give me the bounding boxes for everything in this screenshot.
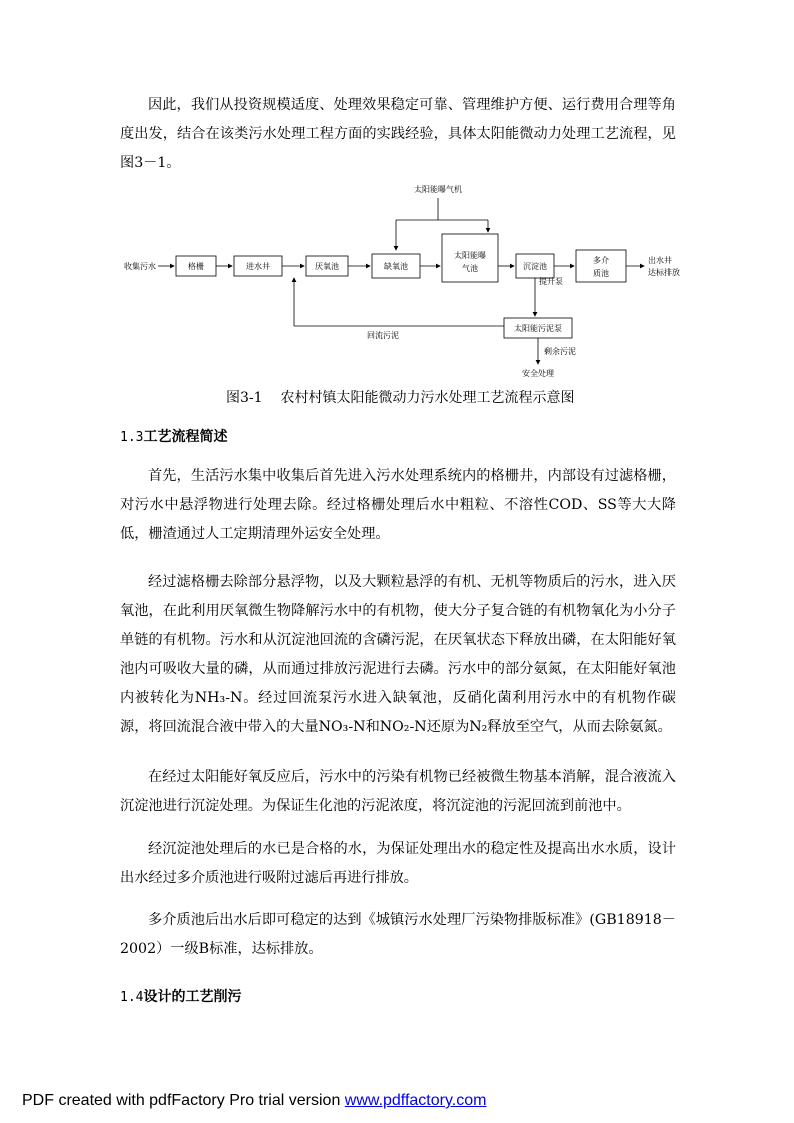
aerator-label: 太阳能曝气机 — [414, 185, 462, 194]
anaerobic-label: 厌氧池 — [315, 262, 339, 271]
aerobic-label-line1: 太阳能曝 — [454, 251, 486, 260]
pdffactory-link[interactable]: www.pdffactory.com — [344, 1092, 487, 1109]
figure-caption-text: 农村村镇太阳能微动力污水处理工艺流程示意图 — [280, 390, 575, 406]
section-heading-1-4 — [120, 986, 241, 1006]
output-label-line2: 达标排放 — [648, 268, 680, 277]
return-sludge-label: 回流污泥 — [367, 331, 399, 340]
section-number: 1.4 — [120, 990, 144, 1005]
section-heading-1-3 — [120, 426, 227, 446]
paragraph-media-filter: 经沉淀池处理后的水已是合格的水，为保证处理出水的稳定性及提高出水水质，设计出水经过多介质池进行吸附过滤后再进行排放。 — [120, 841, 676, 886]
paragraph-standard: 多介质池后出水后即可稳定的达到《城镇污水处理厂污染物排版标准》(GB18918－2002）一级B标准，达标排放。 — [120, 912, 676, 957]
sedimentation-label: 沉淀池 — [523, 262, 547, 271]
footer-text: PDF created with pdfFactory Pro trial version — [22, 1092, 345, 1109]
paragraph-sedimentation: 在经过太阳能好氧反应后，污水中的污染有机物已经被微生物基本消解，混合液流入沉淀池进行沉淀处理。为保证生化池的污泥浓度，将沉淀池的污泥回流到前池中。 — [120, 769, 676, 814]
figure-caption — [226, 387, 575, 407]
safe-disposal-label: 安全处理 — [522, 369, 554, 378]
excess-sludge-label: 剩余污泥 — [544, 347, 576, 356]
aerobic-label-line2: 气池 — [462, 264, 478, 273]
pdf-footer — [22, 1092, 486, 1110]
media-label-line2: 质池 — [593, 269, 609, 278]
paragraph-anaerobic: 经过滤格栅去除部分悬浮物，以及大颗粒悬浮的有机、无机等物质后的污水，进入厌氧池，在此利用厌氧微生物降解污水中的有机物，使大分子复合链的有机物氧化为小分子单链的有机物。污水和从沉淀池回流的含磷污泥，在厌氧状态下释放出磷，在太阳能好氧池内可吸收大量的磷，从而通过排放污泥进行去磷。污水中的部分氨氮，在太阳能好氧池内被转化为NH₃-N。经过回流泵污水进入缺氧池，反硝化菌利用污水中的有机物作碳源，将回流混合液中带入的大量NO₃-N和NO₂-N还原为N₂释放至空气，从而去除氨氮。 — [120, 574, 676, 735]
inlet-well-label: 进水井 — [246, 262, 270, 271]
section-title: 工艺流程简述 — [143, 429, 228, 445]
anoxic-label: 缺氧池 — [384, 262, 408, 271]
grid-label: 格栅 — [188, 262, 204, 271]
output-label-line1: 出水井 — [648, 256, 672, 265]
paragraph-screening: 首先，生活污水集中收集后首先进入污水处理系统内的格栅井，内部设有过滤格栅，对污水中悬浮物进行处理去除。经过格栅处理后水中粗粒、不溶性COD、SS等大大降低，栅渣通过人工定期清理外运安全处理。 — [120, 468, 676, 542]
process-flow-diagram — [118, 180, 688, 380]
sludge-pump-label: 太阳能污泥泵 — [514, 324, 562, 333]
input-label: 收集污水 — [124, 262, 156, 271]
intro-paragraph: 因此，我们从投资规模适度、处理效果稳定可靠、管理维护方便、运行费用合理等角度出发，结合在该类污水处理工程方面的实践经验，具体太阳能微动力处理工艺流程，见图3－1。 — [120, 97, 676, 171]
section-number: 1.3 — [120, 430, 144, 445]
media-label-line1: 多介 — [593, 256, 609, 265]
figure-number: 图3-1 — [226, 390, 263, 406]
section-title: 设计的工艺削污 — [143, 989, 242, 1005]
pump-well-label: 提升泵 — [539, 277, 563, 286]
